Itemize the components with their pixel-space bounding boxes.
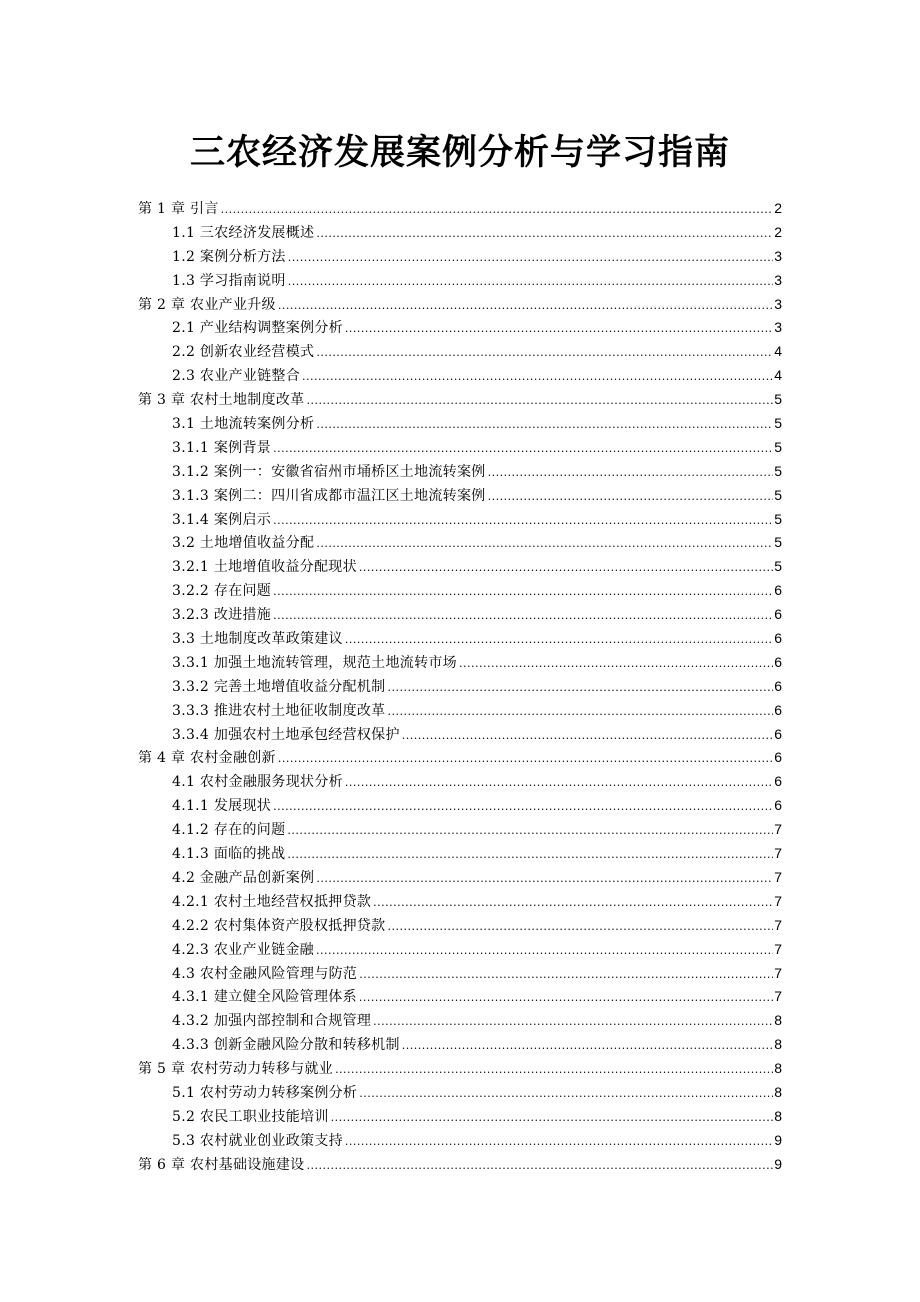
- toc-dot-leader: [345, 317, 773, 341]
- toc-dot-leader: [345, 1130, 773, 1154]
- table-of-contents: [138, 197, 782, 1177]
- toc-entry-label: 4.1.1 发展现状: [172, 798, 272, 815]
- toc-entry[interactable]: [138, 221, 782, 245]
- toc-entry-label: 1.2 案例分析方法: [172, 248, 286, 265]
- toc-entry-label: 3.1 土地流转案例分析: [172, 416, 315, 433]
- toc-entry[interactable]: [138, 460, 782, 484]
- toc-entry-page-number: 8: [774, 1060, 782, 1077]
- toc-entry-page-number: 6: [774, 630, 782, 647]
- toc-entry-label: 3.1.4 案例启示: [172, 511, 272, 528]
- toc-entry-page-number: 6: [774, 725, 782, 742]
- toc-dot-leader: [316, 532, 773, 556]
- toc-entry-label: 4.2.1 农村土地经营权抵押贷款: [172, 893, 372, 910]
- toc-entry[interactable]: [138, 412, 782, 436]
- toc-dot-leader: [288, 246, 773, 270]
- toc-entry[interactable]: [138, 555, 782, 579]
- toc-entry[interactable]: [138, 746, 782, 770]
- toc-entry[interactable]: [138, 364, 782, 388]
- toc-entry-page-number: 6: [774, 606, 782, 623]
- toc-dot-leader: [402, 724, 773, 748]
- toc-entry[interactable]: [138, 890, 782, 914]
- toc-dot-leader: [273, 795, 773, 819]
- toc-entry-page-number: 3: [774, 319, 782, 336]
- toc-dot-leader: [288, 270, 773, 294]
- toc-entry[interactable]: [138, 770, 782, 794]
- toc-dot-leader: [316, 341, 773, 365]
- toc-entry-label: 3.2 土地增值收益分配: [172, 535, 315, 552]
- toc-entry-page-number: 6: [774, 653, 782, 670]
- toc-dot-leader: [359, 556, 773, 580]
- toc-dot-leader: [287, 843, 773, 867]
- toc-dot-leader: [345, 628, 773, 652]
- toc-entry[interactable]: [138, 627, 782, 651]
- toc-dot-leader: [488, 485, 774, 509]
- toc-entry-page-number: 6: [774, 701, 782, 718]
- toc-entry-label: 3.2.2 存在问题: [172, 583, 272, 600]
- toc-entry[interactable]: [138, 436, 782, 460]
- toc-entry-page-number: 4: [774, 343, 782, 360]
- toc-entry-page-number: 8: [774, 1036, 782, 1053]
- toc-entry-label: 1.3 学习指南说明: [172, 272, 286, 289]
- toc-dot-leader: [373, 1010, 773, 1034]
- toc-entry-label: 第 1 章 引言: [138, 201, 219, 217]
- toc-entry-page-number: 7: [774, 845, 782, 862]
- toc-entry-page-number: 5: [774, 462, 782, 479]
- toc-entry[interactable]: [138, 914, 782, 938]
- toc-entry-label: 第 3 章 农村土地制度改革: [138, 392, 305, 409]
- toc-entry-label: 3.1.3 案例二：四川省成都市温江区土地流转案例: [172, 487, 486, 504]
- toc-entry-label: 4.1.3 面临的挑战: [172, 846, 286, 863]
- toc-entry-label: 2.2 创新农业经营模式: [172, 344, 315, 361]
- toc-entry-label: 4.3.1 建立健全风险管理体系: [172, 989, 357, 1006]
- toc-dot-leader: [302, 365, 773, 389]
- toc-dot-leader: [273, 604, 773, 628]
- toc-entry-label: 4.2.2 农村集体资产股权抵押贷款: [172, 917, 386, 934]
- toc-entry[interactable]: [138, 388, 782, 412]
- toc-entry-label: 3.3.2 完善土地增值收益分配机制: [172, 678, 386, 695]
- toc-dot-leader: [373, 891, 773, 915]
- toc-entry-label: 4.3.3 创新金融风险分散和转移机制: [172, 1037, 400, 1054]
- toc-entry[interactable]: [138, 340, 782, 364]
- toc-dot-leader: [488, 461, 774, 485]
- toc-entry-label: 3.3 土地制度改革政策建议: [172, 631, 343, 648]
- toc-entry-label: 2.3 农业产业链整合: [172, 368, 301, 385]
- toc-dot-leader: [459, 652, 773, 676]
- toc-dot-leader: [273, 509, 773, 533]
- toc-dot-leader: [359, 963, 773, 987]
- toc-entry-page-number: 5: [774, 438, 782, 455]
- toc-entry[interactable]: [138, 675, 782, 699]
- toc-dot-leader: [316, 222, 773, 246]
- toc-entry[interactable]: [138, 723, 782, 747]
- toc-entry[interactable]: [138, 1129, 782, 1153]
- toc-dot-leader: [387, 915, 773, 939]
- toc-entry-page-number: 5: [774, 510, 782, 527]
- toc-entry[interactable]: [138, 316, 782, 340]
- toc-dot-leader: [306, 1154, 773, 1178]
- toc-entry[interactable]: [138, 651, 782, 675]
- toc-entry-page-number: 5: [774, 415, 782, 432]
- toc-entry-page-number: 6: [774, 773, 782, 790]
- toc-entry-label: 3.1.1 案例背景: [172, 439, 272, 456]
- toc-entry-label: 4.2.3 农业产业链金融: [172, 941, 314, 958]
- toc-entry-label: 5.3 农村就业创业政策支持: [172, 1132, 343, 1149]
- toc-entry-label: 第 2 章 农业产业升级: [138, 296, 276, 313]
- toc-dot-leader: [387, 700, 773, 724]
- toc-entry-page-number: 6: [774, 582, 782, 599]
- toc-entry-page-number: 4: [774, 367, 782, 384]
- toc-entry-label: 3.2.3 改进措施: [172, 607, 272, 624]
- toc-entry-page-number: 7: [774, 988, 782, 1005]
- toc-entry[interactable]: [138, 269, 782, 293]
- toc-entry-page-number: 2: [774, 223, 782, 240]
- toc-entry[interactable]: [138, 1057, 782, 1081]
- toc-entry[interactable]: [138, 794, 782, 818]
- toc-entry[interactable]: [138, 1081, 782, 1105]
- document-title: 三农经济发展案例分析与学习指南: [189, 132, 730, 173]
- toc-entry-page-number: 5: [774, 486, 782, 503]
- toc-dot-leader: [387, 676, 773, 700]
- toc-entry-page-number: 7: [774, 868, 782, 885]
- toc-entry-label: 4.2 金融产品创新案例: [172, 869, 315, 886]
- toc-entry-label: 3.3.4 加强农村土地承包经营权保护: [172, 726, 400, 743]
- toc-entry-page-number: 3: [774, 247, 782, 264]
- toc-entry[interactable]: [138, 938, 782, 962]
- toc-entry-label: 4.1 农村金融服务现状分析: [172, 774, 343, 791]
- toc-entry-page-number: 5: [774, 558, 782, 575]
- toc-entry[interactable]: [138, 866, 782, 890]
- toc-entry-page-number: 7: [774, 916, 782, 933]
- toc-entry-label: 第 4 章 农村金融创新: [138, 750, 276, 767]
- toc-entry[interactable]: [138, 579, 782, 603]
- toc-entry-label: 4.3 农村金融风险管理与防范: [172, 965, 358, 982]
- toc-entry-page-number: 9: [774, 1131, 782, 1148]
- toc-entry-label: 5.2 农民工职业技能培训: [172, 1108, 329, 1125]
- toc-entry[interactable]: [138, 603, 782, 627]
- toc-entry-page-number: 9: [774, 1155, 782, 1172]
- toc-dot-leader: [359, 986, 773, 1010]
- toc-dot-leader: [359, 1082, 773, 1106]
- toc-dot-leader: [278, 747, 773, 771]
- toc-entry[interactable]: [138, 293, 782, 317]
- toc-entry[interactable]: [138, 508, 782, 532]
- toc-entry-label: 第 6 章 农村基础设施建设: [138, 1156, 305, 1173]
- toc-entry[interactable]: [138, 1009, 782, 1033]
- toc-dot-leader: [316, 939, 773, 963]
- toc-entry-label: 5.1 农村劳动力转移案例分析: [172, 1084, 358, 1101]
- toc-entry-label: 第 5 章 农村劳动力转移与就业: [138, 1061, 334, 1078]
- toc-entry-label: 1.1 三农经济发展概述: [172, 224, 315, 241]
- toc-dot-leader: [335, 1058, 773, 1082]
- toc-entry-page-number: 7: [774, 964, 782, 981]
- toc-entry-label: 3.3.3 推进农村土地征收制度改革: [172, 702, 386, 719]
- toc-entry-label: 3.1.2 案例一：安徽省宿州市埇桥区土地流转案例: [172, 463, 486, 480]
- toc-entry[interactable]: [138, 985, 782, 1009]
- toc-entry[interactable]: [138, 245, 782, 269]
- toc-entry-page-number: 6: [774, 749, 782, 766]
- toc-entry-label: 2.1 产业结构调整案例分析: [172, 320, 343, 337]
- toc-entry-page-number: 3: [774, 295, 782, 312]
- toc-entry-page-number: 3: [774, 271, 782, 288]
- toc-entry-label: 3.3.1 加强土地流转管理，规范土地流转市场: [172, 654, 457, 671]
- toc-entry-page-number: 8: [774, 1012, 782, 1029]
- toc-entry-page-number: 6: [774, 677, 782, 694]
- toc-dot-leader: [402, 1034, 773, 1058]
- toc-entry[interactable]: [138, 1153, 782, 1177]
- toc-entry[interactable]: [138, 1105, 782, 1129]
- toc-entry[interactable]: [138, 699, 782, 723]
- toc-entry-page-number: 7: [774, 821, 782, 838]
- toc-dot-leader: [221, 198, 774, 222]
- toc-entry-page-number: 5: [774, 534, 782, 551]
- toc-entry-label: 4.3.2 加强内部控制和合规管理: [172, 1013, 372, 1030]
- toc-entry-page-number: 6: [774, 797, 782, 814]
- toc-entry-page-number: 5: [774, 391, 782, 408]
- toc-entry[interactable]: [138, 1033, 782, 1057]
- toc-dot-leader: [278, 294, 773, 318]
- toc-dot-leader: [273, 437, 773, 461]
- toc-entry-page-number: 2: [774, 200, 782, 216]
- toc-entry-page-number: 7: [774, 892, 782, 909]
- toc-entry[interactable]: [138, 531, 782, 555]
- toc-entry[interactable]: [138, 818, 782, 842]
- toc-dot-leader: [345, 771, 773, 795]
- toc-dot-leader: [306, 389, 773, 413]
- toc-entry[interactable]: [138, 484, 782, 508]
- toc-entry[interactable]: [138, 197, 782, 221]
- toc-entry-label: 3.2.1 土地增值收益分配现状: [172, 559, 357, 576]
- toc-dot-leader: [316, 867, 773, 891]
- toc-dot-leader: [331, 1106, 774, 1130]
- toc-entry-page-number: 8: [774, 1083, 782, 1100]
- toc-dot-leader: [316, 413, 773, 437]
- toc-dot-leader: [273, 580, 773, 604]
- toc-entry[interactable]: [138, 962, 782, 986]
- toc-entry-label: 4.1.2 存在的问题: [172, 822, 286, 839]
- toc-entry-page-number: 7: [774, 940, 782, 957]
- toc-entry-page-number: 8: [774, 1107, 782, 1124]
- toc-entry[interactable]: [138, 842, 782, 866]
- toc-dot-leader: [287, 819, 773, 843]
